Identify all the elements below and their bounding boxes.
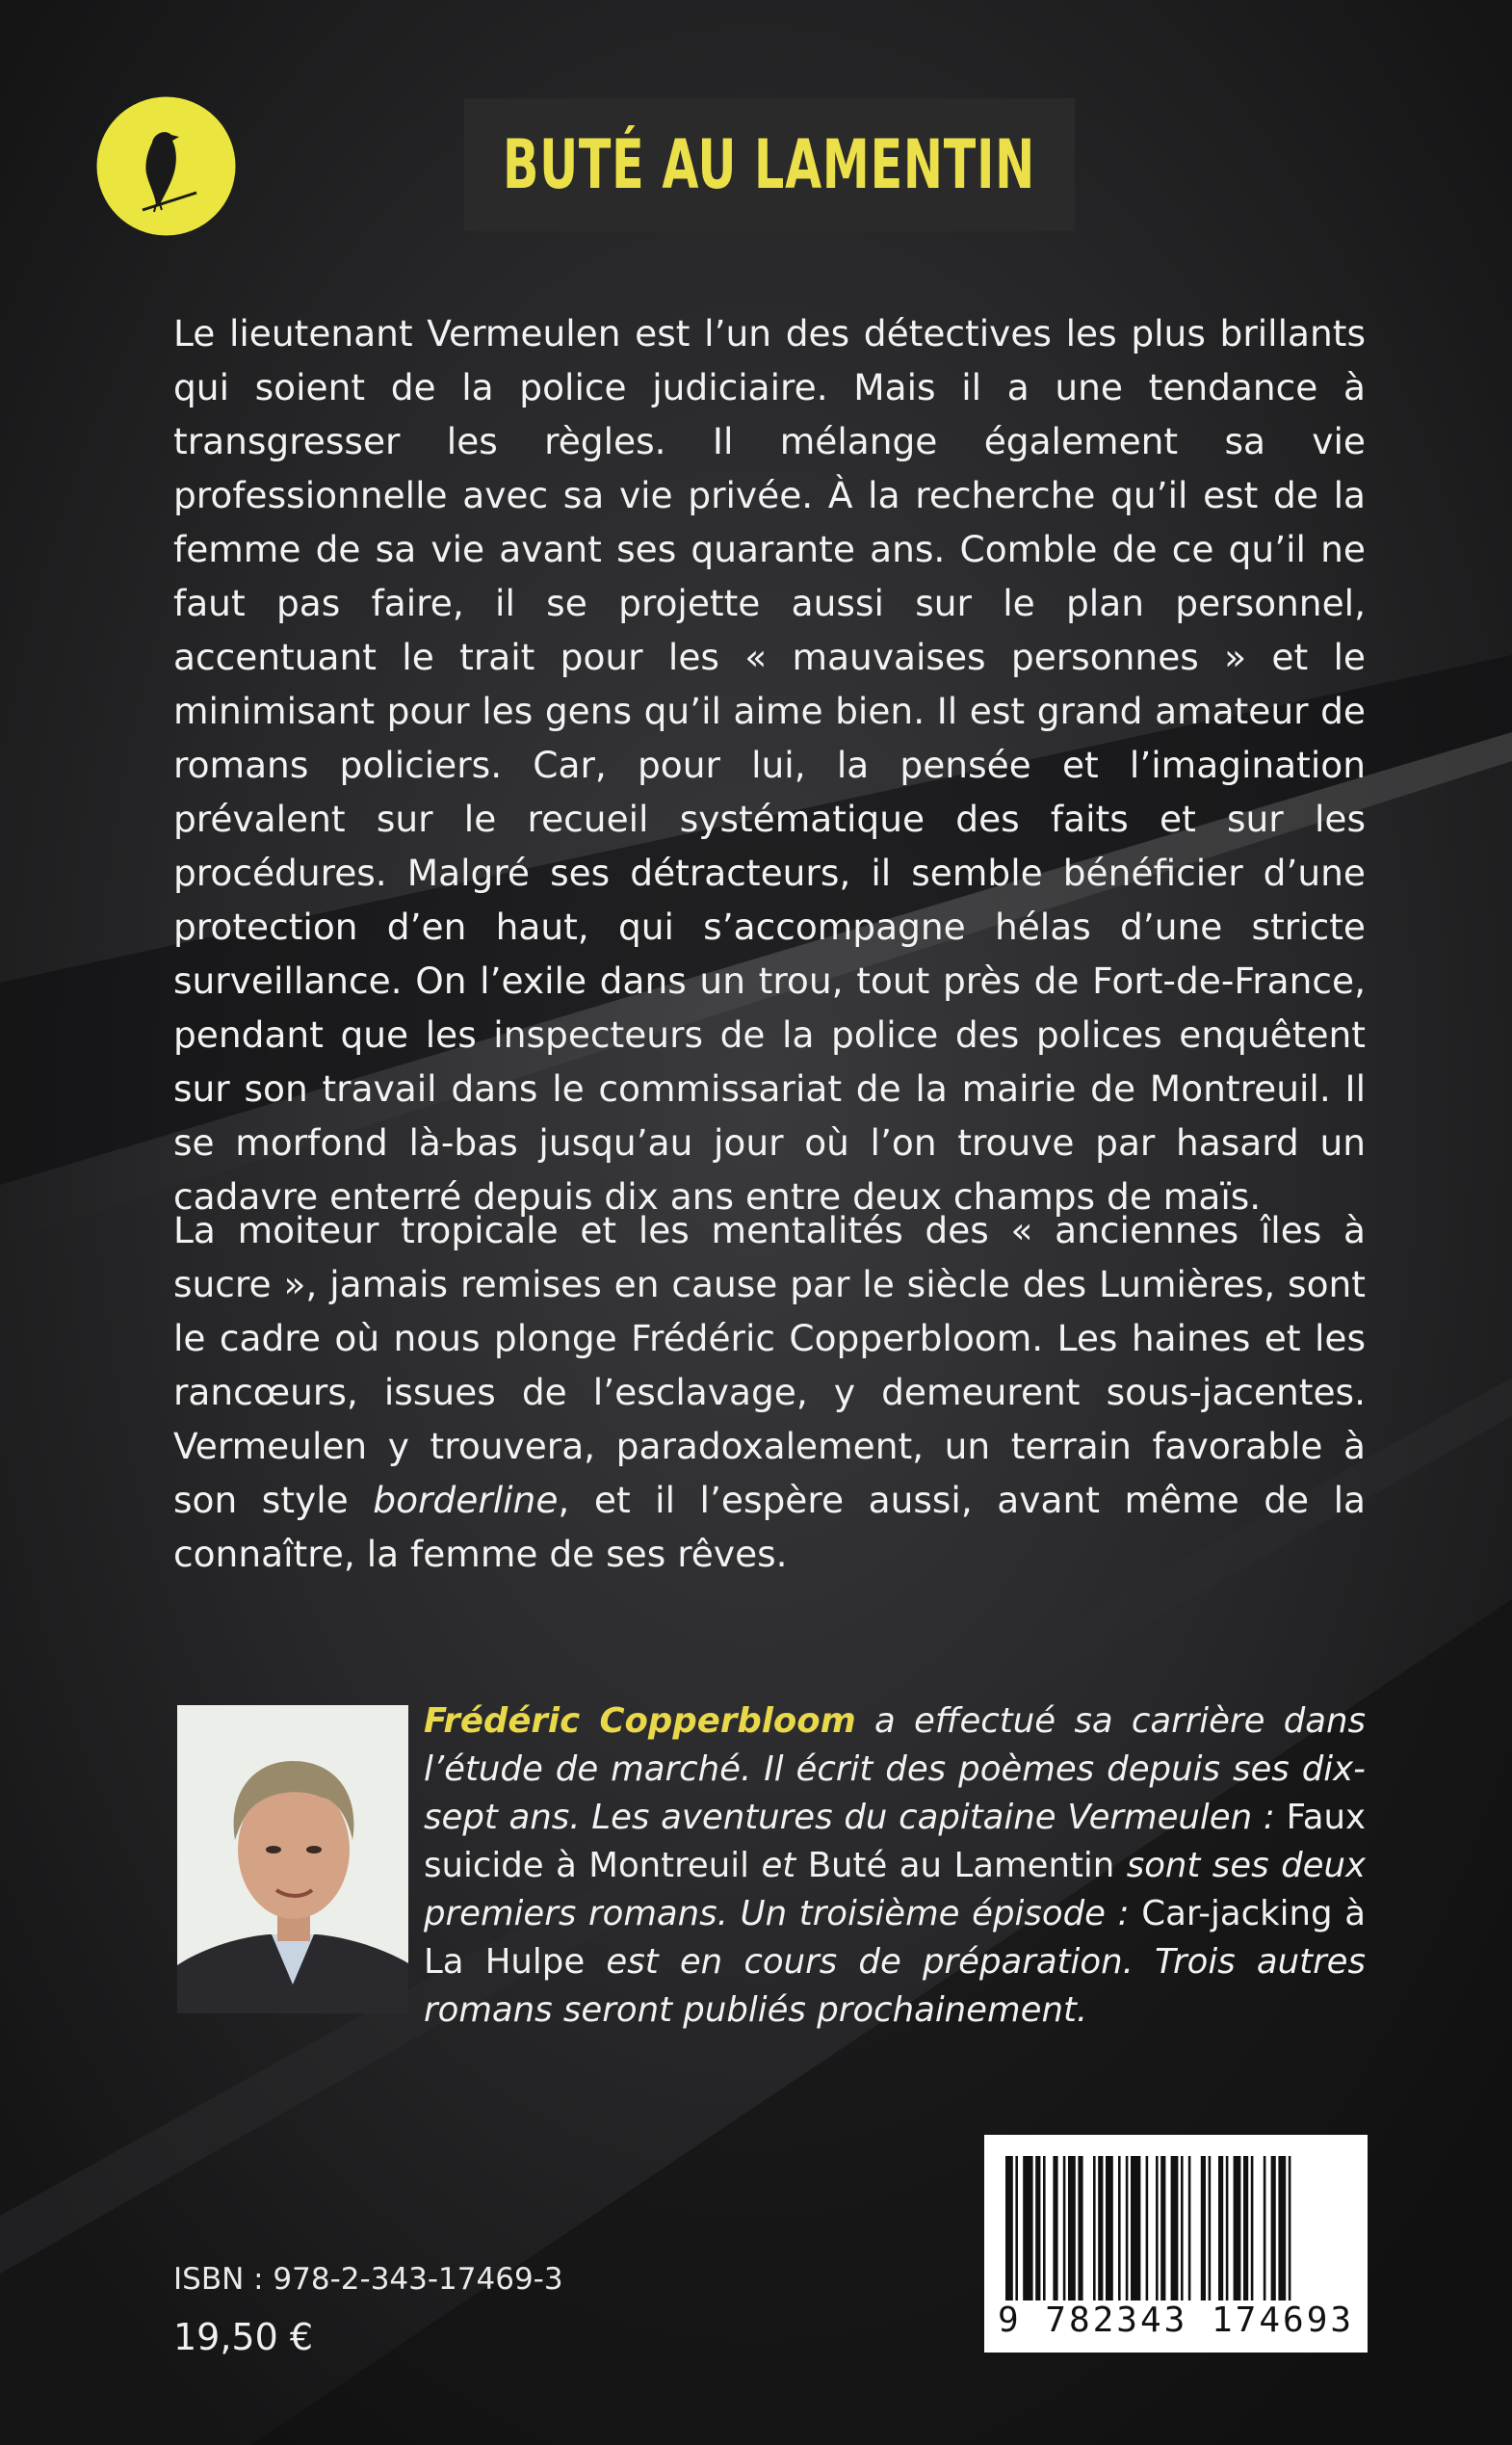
barcode-bar: [1160, 2156, 1165, 2300]
barcode-bar: [1063, 2156, 1066, 2300]
book-title-1: Faux suicide à Montreuil: [424, 1798, 1366, 1885]
book-title-2: Buté au Lamentin: [807, 1846, 1115, 1885]
barcode-bar: [1053, 2156, 1057, 2300]
barcode-bar: [1218, 2156, 1223, 2300]
barcode-bar: [1181, 2156, 1184, 2300]
barcode-number: 9 782343 174693: [997, 2300, 1355, 2340]
barcode-bar: [1201, 2156, 1206, 2300]
barcode-bar: [1015, 2156, 1018, 2300]
barcode-bar: [1251, 2156, 1254, 2300]
author-bio: [424, 1697, 1366, 2035]
barcode-bar: [1234, 2156, 1241, 2300]
barcode-bar: [1043, 2156, 1046, 2300]
book-title: BUTÉ AU LAMENTIN: [503, 125, 1036, 204]
isbn-text: ISBN : 978-2-343-17469-3: [173, 2262, 563, 2297]
barcode-bar: [1243, 2156, 1248, 2300]
author-bio-part-2: et: [748, 1846, 808, 1885]
barcode-bar: [1126, 2156, 1129, 2300]
author-bio-part-3: sont ses deux premiers romans. Un troisième épisode :: [424, 1846, 1366, 1933]
author-bio-part-4: est en cours de préparation. Trois autres romans seront publiés prochainement.: [424, 1942, 1367, 2030]
summary-paragraph-2-end: , et il l’espère aussi, avant même de la connaître, la femme de ses rêves.: [173, 1479, 1367, 1575]
summary-paragraph-2-start: La moiteur tropicale et les mentalités des « anciennes îles à sucre », jamais remises en cause par le siècle des Lumières, sont le cadre où nous plonge Frédéric Copperbloom. Les haines et les rancœurs, issues de l’esclavage, y demeurent sous-jacentes. Vermeulen y trouvera, paradoxalement, un terrain favorable à son style: [173, 1209, 1366, 1521]
barcode-bar: [1118, 2156, 1121, 2300]
book-title-3: Car-jacking à La Hulpe: [424, 1894, 1366, 1982]
barcode-bar: [1188, 2156, 1191, 2300]
barcode-bar: [1271, 2156, 1276, 2300]
barcode-bar: [1146, 2156, 1149, 2300]
summary-paragraph-2-italic: borderline: [373, 1479, 559, 1521]
summary-paragraph-1: Le lieutenant Vermeulen est l’un des détectives les plus brillants qui soient de la police judiciaire. Mais il a une tendance à transgresser les règles. Il mélange également sa vie professionnelle avec sa vie privée. À la recherche qu’il est de la femme de sa vie avant ses quarante ans. Comble de ce qu’il ne faut pas faire, il se projette aussi sur le plan personnel, accentuant le trait pour les « mauvaises personnes » et le minimisant pour les gens qu’il aime bien. Il est grand amateur de romans policiers. Car, pour lui, la pensée et l’imagination prévalent sur le recueil systématique des faits et sur les procédures. Malgré ses détracteurs, il semble bénéficier d’une protection d’en haut, qui s’accompagne hélas d’une stricte surveillance. On l’exile dans un trou, tout près de Fort-de-France, pendant que les inspecteurs de la police des polices enquêtent sur son travail dans le commissariat de la mairie de Montreuil. Il se morfond là-bas jusqu’au jour où l’on trouve par hasard un cadavre enterré depuis dix ans entre deux champs de maïs.: [173, 312, 1366, 1218]
barcode-bar: [1278, 2156, 1286, 2300]
barcode-bar: [1156, 2156, 1159, 2300]
summary-paragraph-2: [173, 1203, 1366, 1581]
barcode-bar: [1106, 2156, 1113, 2300]
price-text: 19,50 €: [173, 2316, 314, 2358]
author-bio-part-1: a effectué sa carrière dans l’étude de marché. Il écrit des poèmes depuis ses dix-sept ans. Les aventures du capitaine Vermeulen :: [424, 1701, 1366, 1837]
barcode-bar: [1068, 2156, 1076, 2300]
barcode-bar: [1035, 2156, 1040, 2300]
barcode-bar: [1078, 2156, 1082, 2300]
barcode-bar: [1209, 2156, 1212, 2300]
barcode: [984, 2135, 1368, 2353]
barcode-bar: [1264, 2156, 1266, 2300]
barcode-bar: [1131, 2156, 1140, 2300]
barcode-bar: [1171, 2156, 1179, 2300]
barcode-bar: [1289, 2156, 1291, 2300]
barcode-bar: [1226, 2156, 1229, 2300]
author-photo: [177, 1705, 408, 2013]
barcode-bar: [1093, 2156, 1096, 2300]
author-name: Frédéric Copperbloom: [424, 1701, 856, 1741]
barcode-bar: [1098, 2156, 1103, 2300]
barcode-bar: [1023, 2156, 1032, 2300]
title-plate: [464, 98, 1075, 231]
barcode-bar: [1005, 2156, 1013, 2300]
barcode-bars: [1005, 2156, 1346, 2300]
crow-logo-icon: [96, 96, 236, 236]
